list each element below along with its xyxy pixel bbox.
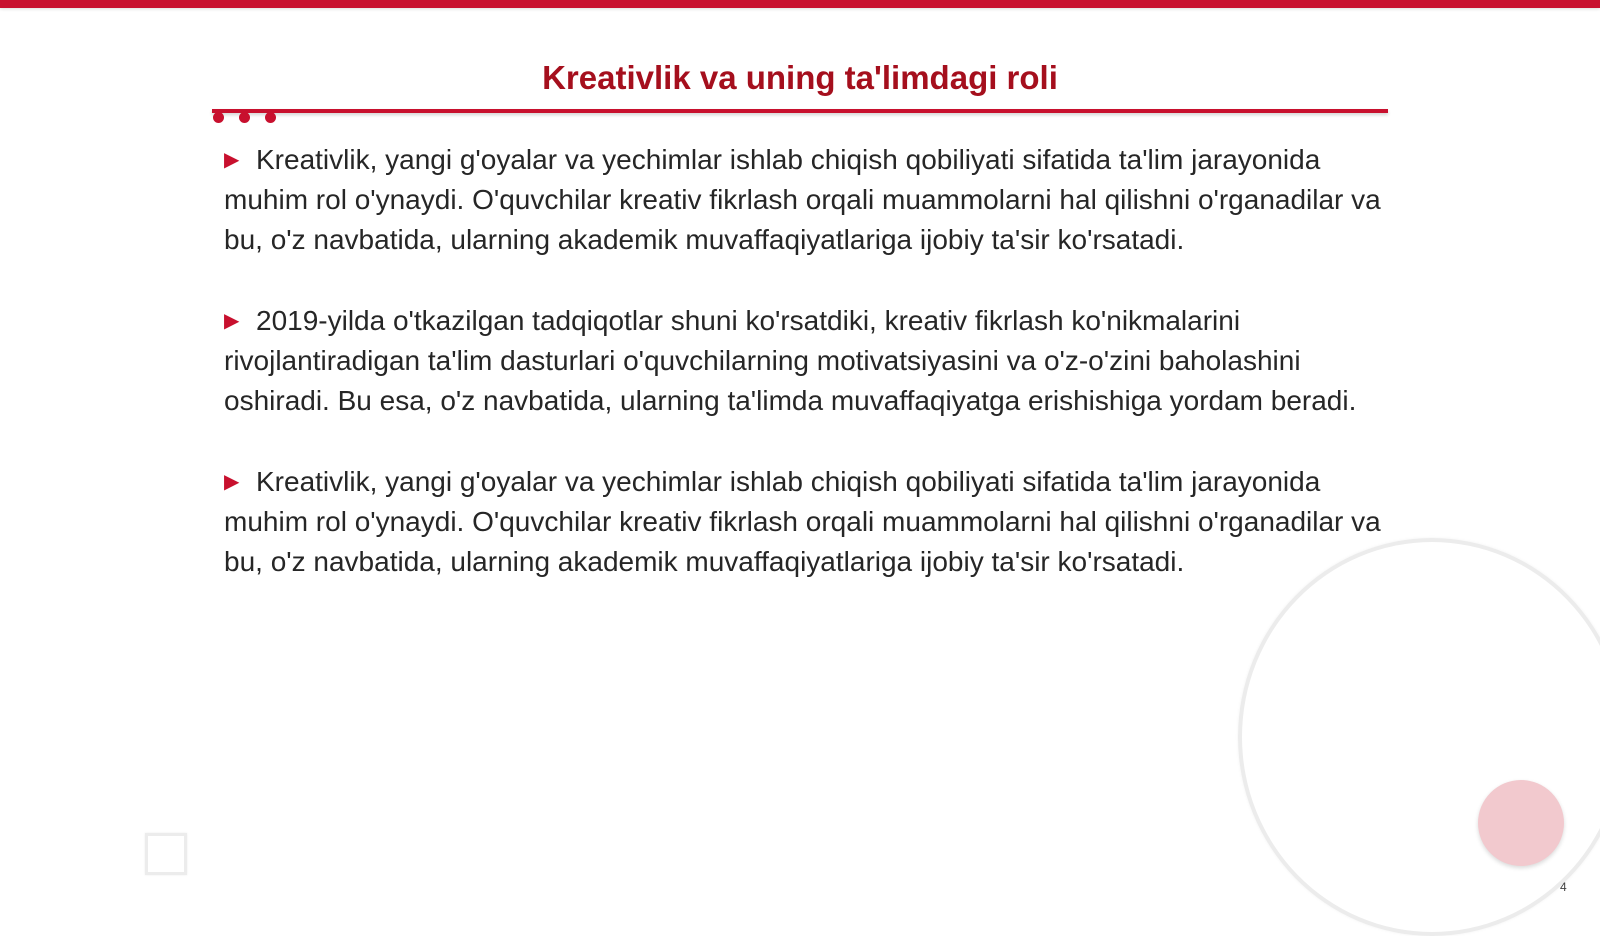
triangle-right-icon: ▶ — [224, 149, 240, 171]
slide-body — [224, 140, 1384, 623]
triangle-right-icon: ▶ — [224, 471, 240, 493]
triangle-right-icon: ▶ — [224, 310, 240, 332]
decorative-dot — [239, 112, 250, 123]
slide-title: Kreativlik va uning ta'limdagi roli — [542, 59, 1058, 96]
bullet-paragraph-text: Kreativlik, yangi g'oyalar va yechimlar ishlab chiqish qobiliyati sifatida ta'lim jarayonida muhim rol o'ynaydi. O'quvchilar kreativ fikrlash orqali muammolarni hal qilishni o'rganadilar va bu, o'z navbatida, ularning akademik muvaffaqiyatlariga ijobiy ta'sir ko'rsatadi. — [224, 466, 1381, 577]
bullet-paragraph — [224, 462, 1384, 582]
decorative-dot — [213, 112, 224, 123]
decorative-circle — [1478, 780, 1564, 866]
page-number: 4 — [1560, 880, 1567, 894]
decorative-ring — [1238, 538, 1600, 936]
bullet-paragraph — [224, 140, 1384, 260]
bullet-paragraph — [224, 301, 1384, 421]
bullet-paragraph-text: Kreativlik, yangi g'oyalar va yechimlar ishlab chiqish qobiliyati sifatida ta'lim jarayonida muhim rol o'ynaydi. O'quvchilar kreativ fikrlash orqali muammolarni hal qilishni o'rganadilar va bu, o'z navbatida, ularning akademik muvaffaqiyatlariga ijobiy ta'sir ko'rsatadi. — [224, 144, 1381, 255]
decorative-square — [145, 833, 187, 875]
decorative-dot — [265, 112, 276, 123]
title-underline — [212, 109, 1388, 113]
bullet-paragraph-text: 2019-yilda o'tkazilgan tadqiqotlar shuni ko'rsatdiki, kreativ fikrlash ko'nikmalarini rivojlantiradigan ta'lim dasturlari o'quvchilarning motivatsiyasini va o'z-o'zini baholashini oshiradi. Bu esa, o'z navbatida, ularning ta'limda muvaffaqiyatga erishishiga yordam beradi. — [224, 305, 1357, 416]
top-accent-bar — [0, 0, 1600, 8]
